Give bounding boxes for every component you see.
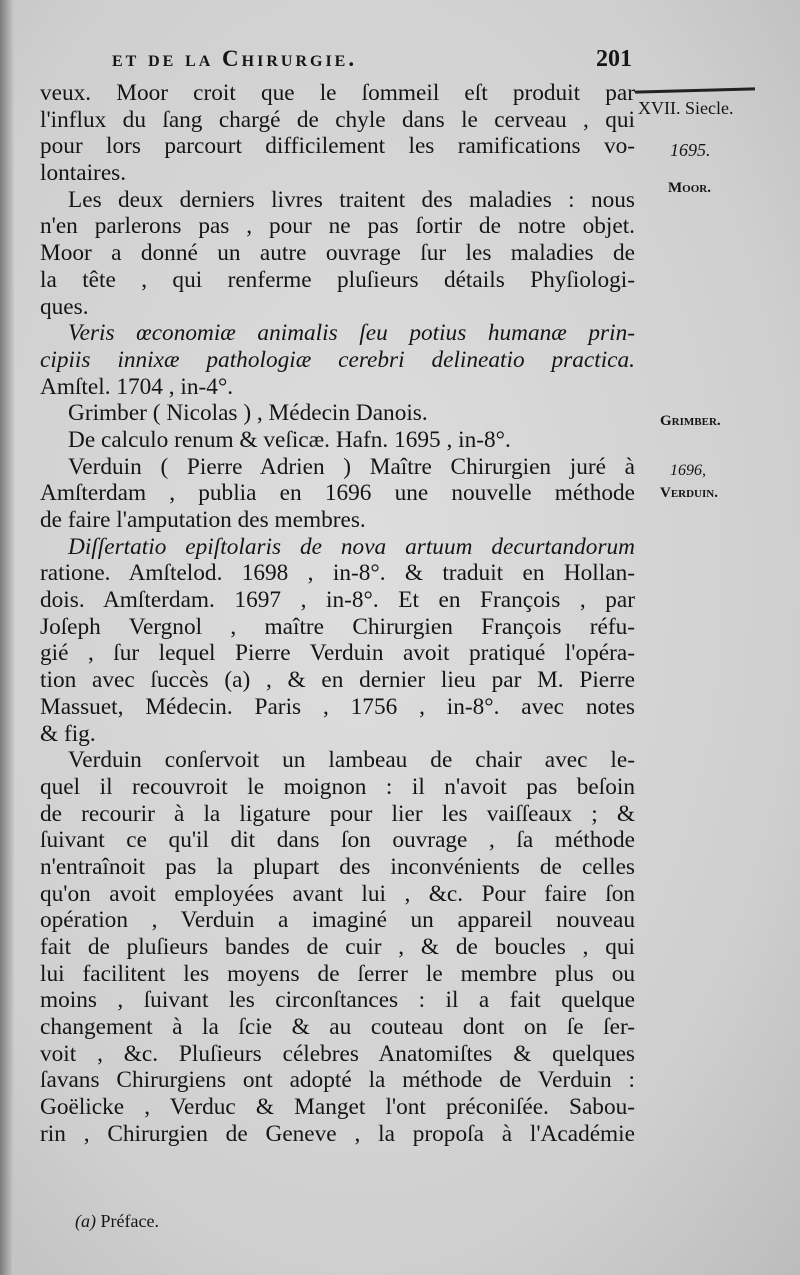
margin-rule — [635, 87, 755, 93]
margin-note-century: XVII. Siecle. — [638, 98, 734, 118]
page-number: 201 — [596, 46, 632, 72]
text-line: qu'on avoit employées avant lui , &c. Pour faire ſon — [40, 880, 635, 907]
text-line: la tête , qui renferme pluſieurs détails Phyſiologi- — [40, 266, 635, 293]
margin-note-year-1696: 1696, — [670, 462, 706, 479]
text-line: ſavans Chirurgiens ont adopté la méthode de Verduin : — [40, 1067, 635, 1094]
text-line: lontaires. — [40, 160, 127, 187]
text-line: quel il recouvroit le moignon : il n'avoit pas beſoin — [40, 773, 635, 800]
text-line: de faire l'amputation des membres. — [40, 507, 366, 533]
text-line: Goëlicke , Verduc & Manget l'ont préconiſée. Sabou- — [40, 1094, 635, 1121]
text-line: ratione. Amſtelod. 1698 , in-8°. & traduit en Hollan- — [40, 560, 635, 587]
footnote — [75, 1211, 159, 1232]
text-line: moins , ſuivant les circonſtances : il a fait quelque — [40, 987, 635, 1014]
text-line: fait de pluſieurs bandes de cuir , & de boucles , qui — [40, 934, 635, 960]
footnote-mark: (a) — [75, 1211, 96, 1231]
text-line: ques. — [40, 293, 89, 320]
text-line: ſuivant ce qu'il dit dans ſon ouvrage , ſa méthode — [40, 827, 635, 854]
running-head: et de la Chirurgie. — [112, 46, 358, 71]
text-line: Joſeph Vergnol , maître Chirurgien François réfu- — [40, 613, 635, 640]
text-line: opération , Verduin a imaginé un appareil nouveau — [40, 907, 635, 934]
text-line: l'influx du ſang chargé de chyle dans le cerveau , qui — [40, 106, 635, 133]
text-line: Verduin conſervoit un lambeau de chair avec le- — [68, 747, 635, 774]
footnote-text: Préface. — [100, 1211, 159, 1231]
text-line: lui facilitent les moyens de ſerrer le membre plus ou — [40, 960, 635, 987]
body-text — [40, 80, 635, 1148]
text-line: pour lors parcourt difficilement les ramifications vo- — [40, 133, 635, 160]
text-line: Verduin ( Pierre Adrien ) Maître Chirurgien juré à — [68, 453, 635, 480]
text-line: n'en parlerons pas , pour ne pas ſortir de notre objet. — [40, 213, 635, 240]
text-line: rin , Chirurgien de Geneve , la propoſa à l'Académie — [40, 1120, 635, 1147]
text-line: voit , &c. Pluſieurs célebres Anatomiſtes & quelques — [40, 1040, 635, 1067]
page-gutter-shadow — [0, 0, 14, 1275]
text-line: dois. Amſterdam. 1697 , in-8°. Et en François , par — [40, 587, 635, 614]
text-line: De calculo renum & veſicæ. Hafn. 1695 , in-8°. — [68, 426, 511, 453]
text-line: Amſtel. 1704 , in-4°. — [40, 373, 234, 400]
text-line: Grimber ( Nicolas ) , Médecin Danois. — [68, 400, 428, 427]
margin-note-year-1695: 1695. — [670, 140, 711, 160]
text-line: Les deux derniers livres traitent des maladies : nous — [68, 186, 635, 213]
text-line: Veris œconomiæ animalis ſeu potius humanæ prin- — [68, 320, 635, 347]
margin-note-moor: Moor. — [668, 180, 711, 196]
margin-note-grimber: Grimber. — [660, 413, 721, 429]
text-line: tion avec ſuccès (a) , & en dernier lieu par M. Pierre — [40, 667, 635, 694]
text-line: Massuet, Médecin. Paris , 1756 , in-8°. avec notes — [40, 693, 635, 720]
text-line: cipiis innixæ pathologiæ cerebri delineatio practica. — [40, 346, 635, 373]
text-line: de recourir à la ligature pour lier les vaiſſeaux ; & — [40, 800, 635, 827]
text-line: Diſſertatio epiſtolaris de nova artuum decurtandorum — [68, 533, 635, 560]
page-header — [112, 44, 632, 78]
text-line: gié , ſur lequel Pierre Verduin avoit pratiqué l'opéra- — [40, 640, 635, 667]
text-line: & fig. — [40, 720, 96, 747]
text-line: veux. Moor croit que le ſommeil eſt produit par — [40, 80, 635, 106]
text-line: Moor a donné un autre ouvrage ſur les maladies de — [40, 240, 635, 267]
text-line: Amſterdam , publia en 1696 une nouvelle méthode — [40, 480, 635, 507]
text-line: changement à la ſcie & au couteau dont on ſe ſer- — [40, 1014, 635, 1041]
margin-note-verduin: Verduin. — [660, 485, 718, 501]
text-line: n'entraînoit pas la plupart des inconvénients de celles — [40, 853, 635, 880]
